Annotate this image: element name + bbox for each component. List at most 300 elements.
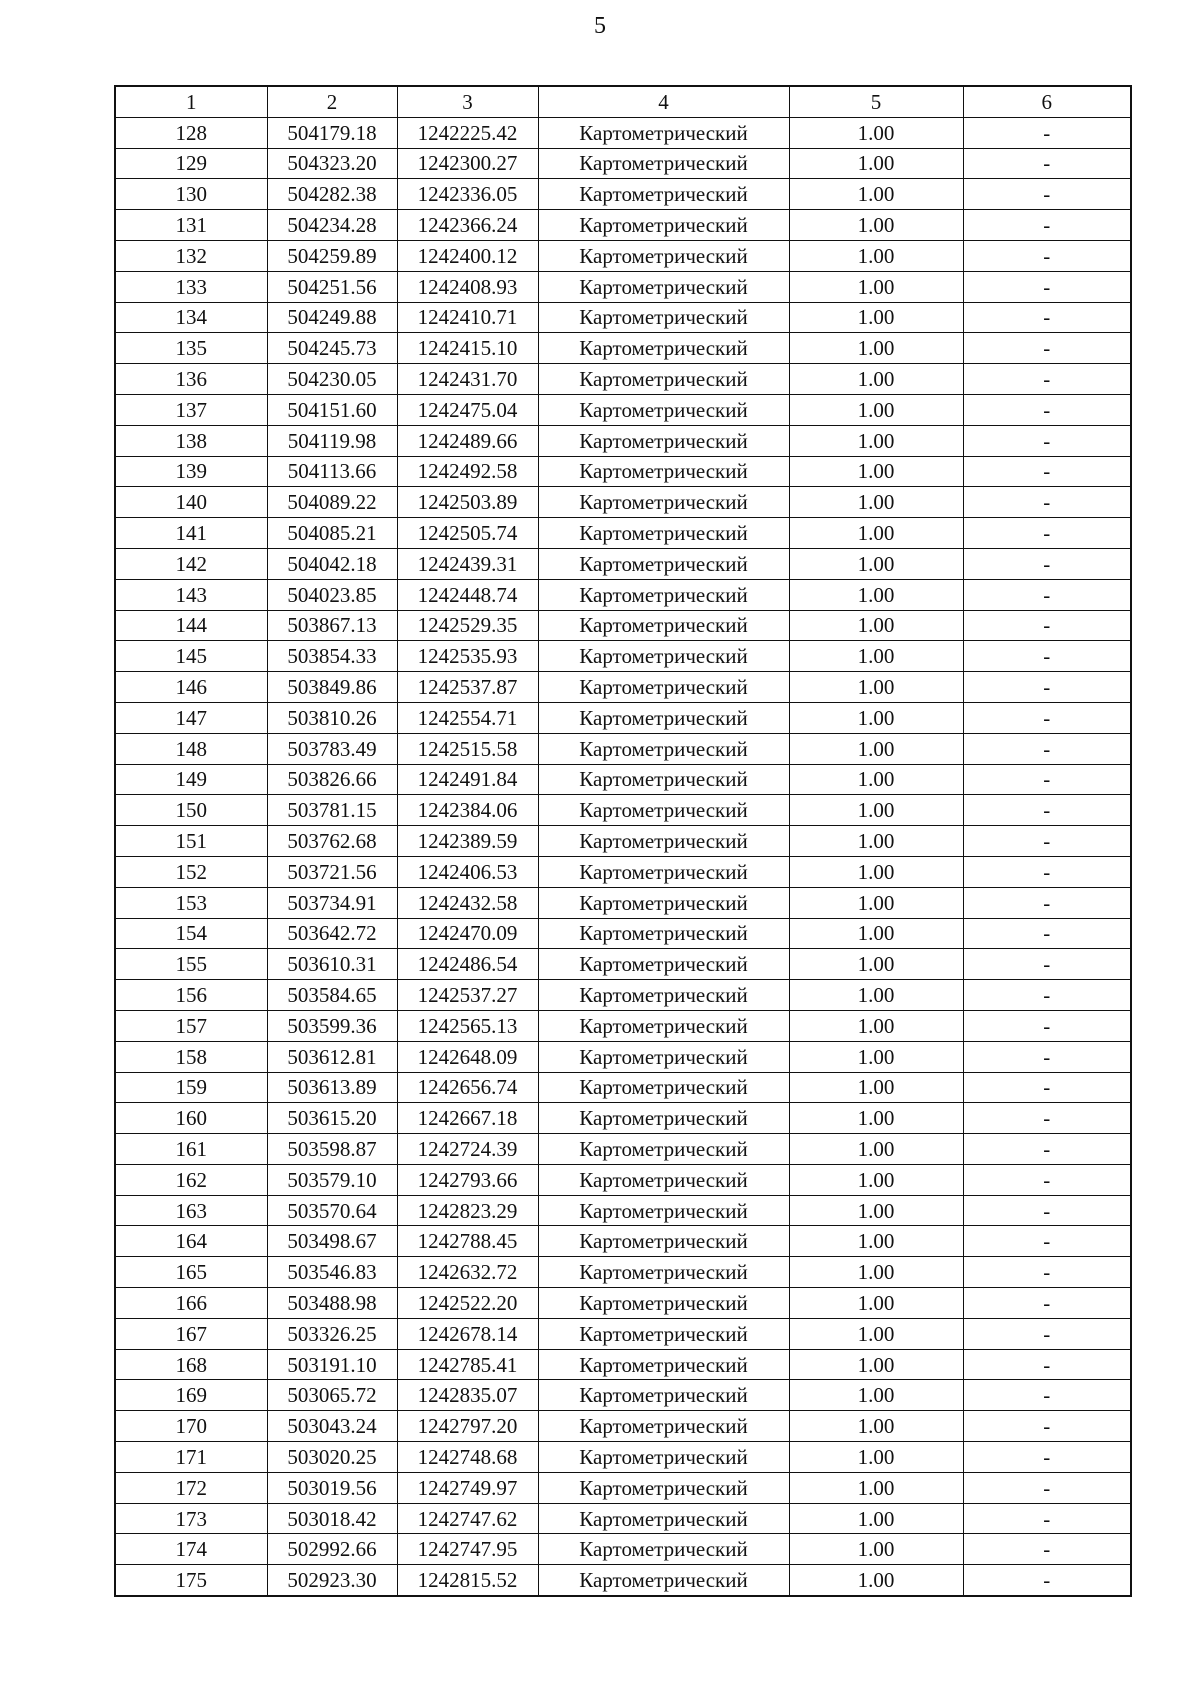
description-cell: -	[963, 702, 1131, 733]
table-row	[115, 333, 1131, 364]
x-coordinate-cell: 503191.10	[267, 1349, 397, 1380]
table-row	[115, 702, 1131, 733]
accuracy-cell: 1.00	[789, 364, 963, 395]
y-coordinate-cell: 1242565.13	[397, 1010, 538, 1041]
accuracy-cell: 1.00	[789, 1349, 963, 1380]
x-coordinate-cell: 504249.88	[267, 302, 397, 333]
description-cell: -	[963, 1041, 1131, 1072]
table-row	[115, 1318, 1131, 1349]
description-cell: -	[963, 1503, 1131, 1534]
point-number-cell: 131	[115, 210, 267, 241]
x-coordinate-cell: 503599.36	[267, 1010, 397, 1041]
x-coordinate-cell: 503570.64	[267, 1195, 397, 1226]
y-coordinate-cell: 1242489.66	[397, 425, 538, 456]
method-cell: Картометрический	[538, 456, 789, 487]
point-number-cell: 128	[115, 117, 267, 148]
method-cell: Картометрический	[538, 148, 789, 179]
table-row	[115, 1411, 1131, 1442]
accuracy-cell: 1.00	[789, 1195, 963, 1226]
x-coordinate-cell: 504179.18	[267, 117, 397, 148]
accuracy-cell: 1.00	[789, 1318, 963, 1349]
description-cell: -	[963, 148, 1131, 179]
table-row	[115, 733, 1131, 764]
description-cell: -	[963, 548, 1131, 579]
table-row	[115, 1442, 1131, 1473]
accuracy-cell: 1.00	[789, 1565, 963, 1596]
accuracy-cell: 1.00	[789, 1010, 963, 1041]
column-header-6: 6	[963, 86, 1131, 117]
accuracy-cell: 1.00	[789, 487, 963, 518]
coordinates-table	[114, 85, 1132, 1597]
method-cell: Картометрический	[538, 240, 789, 271]
table-row	[115, 1195, 1131, 1226]
table-row	[115, 179, 1131, 210]
x-coordinate-cell: 503613.89	[267, 1072, 397, 1103]
point-number-cell: 174	[115, 1534, 267, 1565]
description-cell: -	[963, 579, 1131, 610]
x-coordinate-cell: 503734.91	[267, 887, 397, 918]
y-coordinate-cell: 1242554.71	[397, 702, 538, 733]
accuracy-cell: 1.00	[789, 1288, 963, 1319]
table-row	[115, 1534, 1131, 1565]
x-coordinate-cell: 503867.13	[267, 610, 397, 641]
table-row	[115, 456, 1131, 487]
x-coordinate-cell: 503488.98	[267, 1288, 397, 1319]
description-cell: -	[963, 210, 1131, 241]
point-number-cell: 152	[115, 856, 267, 887]
accuracy-cell: 1.00	[789, 456, 963, 487]
description-cell: -	[963, 764, 1131, 795]
point-number-cell: 156	[115, 980, 267, 1011]
x-coordinate-cell: 504323.20	[267, 148, 397, 179]
table-row	[115, 579, 1131, 610]
y-coordinate-cell: 1242797.20	[397, 1411, 538, 1442]
y-coordinate-cell: 1242656.74	[397, 1072, 538, 1103]
accuracy-cell: 1.00	[789, 1134, 963, 1165]
table-row	[115, 764, 1131, 795]
point-number-cell: 171	[115, 1442, 267, 1473]
description-cell: -	[963, 117, 1131, 148]
description-cell: -	[963, 333, 1131, 364]
accuracy-cell: 1.00	[789, 1534, 963, 1565]
y-coordinate-cell: 1242788.45	[397, 1226, 538, 1257]
accuracy-cell: 1.00	[789, 117, 963, 148]
point-number-cell: 159	[115, 1072, 267, 1103]
x-coordinate-cell: 503612.81	[267, 1041, 397, 1072]
description-cell: -	[963, 1349, 1131, 1380]
accuracy-cell: 1.00	[789, 1411, 963, 1442]
y-coordinate-cell: 1242667.18	[397, 1103, 538, 1134]
accuracy-cell: 1.00	[789, 1103, 963, 1134]
method-cell: Картометрический	[538, 826, 789, 857]
description-cell: -	[963, 795, 1131, 826]
table-row	[115, 1164, 1131, 1195]
description-cell: -	[963, 1565, 1131, 1596]
point-number-cell: 129	[115, 148, 267, 179]
point-number-cell: 140	[115, 487, 267, 518]
table-row	[115, 364, 1131, 395]
table-row	[115, 887, 1131, 918]
y-coordinate-cell: 1242400.12	[397, 240, 538, 271]
method-cell: Картометрический	[538, 333, 789, 364]
accuracy-cell: 1.00	[789, 733, 963, 764]
table-row	[115, 1226, 1131, 1257]
y-coordinate-cell: 1242448.74	[397, 579, 538, 610]
table-row	[115, 1565, 1131, 1596]
accuracy-cell: 1.00	[789, 1472, 963, 1503]
method-cell: Картометрический	[538, 1195, 789, 1226]
description-cell: -	[963, 1380, 1131, 1411]
point-number-cell: 166	[115, 1288, 267, 1319]
x-coordinate-cell: 503065.72	[267, 1380, 397, 1411]
table-row	[115, 425, 1131, 456]
point-number-cell: 146	[115, 672, 267, 703]
table-row	[115, 1257, 1131, 1288]
accuracy-cell: 1.00	[789, 240, 963, 271]
y-coordinate-cell: 1242823.29	[397, 1195, 538, 1226]
y-coordinate-cell: 1242522.20	[397, 1288, 538, 1319]
method-cell: Картометрический	[538, 548, 789, 579]
accuracy-cell: 1.00	[789, 1041, 963, 1072]
description-cell: -	[963, 733, 1131, 764]
y-coordinate-cell: 1242537.27	[397, 980, 538, 1011]
y-coordinate-cell: 1242529.35	[397, 610, 538, 641]
y-coordinate-cell: 1242384.06	[397, 795, 538, 826]
method-cell: Картометрический	[538, 641, 789, 672]
accuracy-cell: 1.00	[789, 610, 963, 641]
x-coordinate-cell: 502992.66	[267, 1534, 397, 1565]
x-coordinate-cell: 503849.86	[267, 672, 397, 703]
method-cell: Картометрический	[538, 210, 789, 241]
point-number-cell: 141	[115, 518, 267, 549]
description-cell: -	[963, 826, 1131, 857]
point-number-cell: 175	[115, 1565, 267, 1596]
point-number-cell: 142	[115, 548, 267, 579]
method-cell: Картометрический	[538, 1010, 789, 1041]
x-coordinate-cell: 504234.28	[267, 210, 397, 241]
column-header-1: 1	[115, 86, 267, 117]
method-cell: Картометрический	[538, 394, 789, 425]
table-row	[115, 641, 1131, 672]
y-coordinate-cell: 1242486.54	[397, 949, 538, 980]
x-coordinate-cell: 503810.26	[267, 702, 397, 733]
description-cell: -	[963, 1472, 1131, 1503]
y-coordinate-cell: 1242475.04	[397, 394, 538, 425]
method-cell: Картометрический	[538, 764, 789, 795]
description-cell: -	[963, 1226, 1131, 1257]
point-number-cell: 173	[115, 1503, 267, 1534]
method-cell: Картометрический	[538, 795, 789, 826]
accuracy-cell: 1.00	[789, 1503, 963, 1534]
table-row	[115, 672, 1131, 703]
point-number-cell: 151	[115, 826, 267, 857]
table-row	[115, 1010, 1131, 1041]
x-coordinate-cell: 502923.30	[267, 1565, 397, 1596]
y-coordinate-cell: 1242410.71	[397, 302, 538, 333]
table-row	[115, 1380, 1131, 1411]
table-body	[115, 117, 1131, 1596]
table-row	[115, 1503, 1131, 1534]
point-number-cell: 148	[115, 733, 267, 764]
method-cell: Картометрический	[538, 1072, 789, 1103]
method-cell: Картометрический	[538, 1164, 789, 1195]
x-coordinate-cell: 503326.25	[267, 1318, 397, 1349]
description-cell: -	[963, 1442, 1131, 1473]
accuracy-cell: 1.00	[789, 394, 963, 425]
y-coordinate-cell: 1242336.05	[397, 179, 538, 210]
method-cell: Картометрический	[538, 487, 789, 518]
column-header-5: 5	[789, 86, 963, 117]
accuracy-cell: 1.00	[789, 271, 963, 302]
table-row	[115, 518, 1131, 549]
accuracy-cell: 1.00	[789, 641, 963, 672]
x-coordinate-cell: 503018.42	[267, 1503, 397, 1534]
description-cell: -	[963, 980, 1131, 1011]
method-cell: Картометрический	[538, 918, 789, 949]
description-cell: -	[963, 856, 1131, 887]
x-coordinate-cell: 503020.25	[267, 1442, 397, 1473]
x-coordinate-cell: 503584.65	[267, 980, 397, 1011]
method-cell: Картометрический	[538, 1349, 789, 1380]
accuracy-cell: 1.00	[789, 1164, 963, 1195]
y-coordinate-cell: 1242815.52	[397, 1565, 538, 1596]
y-coordinate-cell: 1242366.24	[397, 210, 538, 241]
accuracy-cell: 1.00	[789, 949, 963, 980]
x-coordinate-cell: 504113.66	[267, 456, 397, 487]
accuracy-cell: 1.00	[789, 425, 963, 456]
y-coordinate-cell: 1242678.14	[397, 1318, 538, 1349]
point-number-cell: 130	[115, 179, 267, 210]
description-cell: -	[963, 949, 1131, 980]
y-coordinate-cell: 1242515.58	[397, 733, 538, 764]
point-number-cell: 169	[115, 1380, 267, 1411]
x-coordinate-cell: 504282.38	[267, 179, 397, 210]
y-coordinate-cell: 1242491.84	[397, 764, 538, 795]
column-header-3: 3	[397, 86, 538, 117]
accuracy-cell: 1.00	[789, 1380, 963, 1411]
x-coordinate-cell: 504259.89	[267, 240, 397, 271]
table-row	[115, 826, 1131, 857]
y-coordinate-cell: 1242724.39	[397, 1134, 538, 1165]
y-coordinate-cell: 1242431.70	[397, 364, 538, 395]
method-cell: Картометрический	[538, 1534, 789, 1565]
accuracy-cell: 1.00	[789, 887, 963, 918]
method-cell: Картометрический	[538, 1503, 789, 1534]
table-row	[115, 1134, 1131, 1165]
accuracy-cell: 1.00	[789, 302, 963, 333]
x-coordinate-cell: 504042.18	[267, 548, 397, 579]
point-number-cell: 170	[115, 1411, 267, 1442]
method-cell: Картометрический	[538, 702, 789, 733]
x-coordinate-cell: 503498.67	[267, 1226, 397, 1257]
accuracy-cell: 1.00	[789, 856, 963, 887]
y-coordinate-cell: 1242225.42	[397, 117, 538, 148]
x-coordinate-cell: 503615.20	[267, 1103, 397, 1134]
x-coordinate-cell: 503762.68	[267, 826, 397, 857]
description-cell: -	[963, 1318, 1131, 1349]
x-coordinate-cell: 504251.56	[267, 271, 397, 302]
accuracy-cell: 1.00	[789, 702, 963, 733]
point-number-cell: 147	[115, 702, 267, 733]
table-row	[115, 1072, 1131, 1103]
accuracy-cell: 1.00	[789, 1226, 963, 1257]
point-number-cell: 136	[115, 364, 267, 395]
description-cell: -	[963, 364, 1131, 395]
description-cell: -	[963, 179, 1131, 210]
description-cell: -	[963, 1257, 1131, 1288]
method-cell: Картометрический	[538, 887, 789, 918]
method-cell: Картометрический	[538, 1041, 789, 1072]
x-coordinate-cell: 504151.60	[267, 394, 397, 425]
x-coordinate-cell: 503826.66	[267, 764, 397, 795]
x-coordinate-cell: 503043.24	[267, 1411, 397, 1442]
point-number-cell: 139	[115, 456, 267, 487]
x-coordinate-cell: 504085.21	[267, 518, 397, 549]
description-cell: -	[963, 456, 1131, 487]
y-coordinate-cell: 1242537.87	[397, 672, 538, 703]
point-number-cell: 164	[115, 1226, 267, 1257]
description-cell: -	[963, 1288, 1131, 1319]
description-cell: -	[963, 1195, 1131, 1226]
point-number-cell: 150	[115, 795, 267, 826]
table-row	[115, 148, 1131, 179]
y-coordinate-cell: 1242793.66	[397, 1164, 538, 1195]
point-number-cell: 161	[115, 1134, 267, 1165]
point-number-cell: 160	[115, 1103, 267, 1134]
point-number-cell: 145	[115, 641, 267, 672]
point-number-cell: 157	[115, 1010, 267, 1041]
method-cell: Картометрический	[538, 579, 789, 610]
accuracy-cell: 1.00	[789, 579, 963, 610]
table-row	[115, 117, 1131, 148]
point-number-cell: 135	[115, 333, 267, 364]
point-number-cell: 162	[115, 1164, 267, 1195]
table-row	[115, 1472, 1131, 1503]
point-number-cell: 133	[115, 271, 267, 302]
table-row	[115, 1103, 1131, 1134]
table-row	[115, 302, 1131, 333]
point-number-cell: 165	[115, 1257, 267, 1288]
description-cell: -	[963, 394, 1131, 425]
x-coordinate-cell: 503598.87	[267, 1134, 397, 1165]
y-coordinate-cell: 1242535.93	[397, 641, 538, 672]
y-coordinate-cell: 1242648.09	[397, 1041, 538, 1072]
x-coordinate-cell: 504245.73	[267, 333, 397, 364]
accuracy-cell: 1.00	[789, 672, 963, 703]
y-coordinate-cell: 1242835.07	[397, 1380, 538, 1411]
description-cell: -	[963, 672, 1131, 703]
x-coordinate-cell: 503781.15	[267, 795, 397, 826]
point-number-cell: 168	[115, 1349, 267, 1380]
point-number-cell: 143	[115, 579, 267, 610]
description-cell: -	[963, 240, 1131, 271]
description-cell: -	[963, 610, 1131, 641]
description-cell: -	[963, 425, 1131, 456]
description-cell: -	[963, 302, 1131, 333]
method-cell: Картометрический	[538, 1472, 789, 1503]
accuracy-cell: 1.00	[789, 764, 963, 795]
table-row	[115, 610, 1131, 641]
page-number: 5	[594, 13, 606, 39]
method-cell: Картометрический	[538, 1134, 789, 1165]
method-cell: Картометрический	[538, 1288, 789, 1319]
point-number-cell: 132	[115, 240, 267, 271]
x-coordinate-cell: 503579.10	[267, 1164, 397, 1195]
accuracy-cell: 1.00	[789, 1072, 963, 1103]
x-coordinate-cell: 504089.22	[267, 487, 397, 518]
description-cell: -	[963, 487, 1131, 518]
description-cell: -	[963, 1411, 1131, 1442]
y-coordinate-cell: 1242785.41	[397, 1349, 538, 1380]
y-coordinate-cell: 1242439.31	[397, 548, 538, 579]
column-header-4: 4	[538, 86, 789, 117]
y-coordinate-cell: 1242415.10	[397, 333, 538, 364]
method-cell: Картометрический	[538, 364, 789, 395]
method-cell: Картометрический	[538, 733, 789, 764]
x-coordinate-cell: 504119.98	[267, 425, 397, 456]
x-coordinate-cell: 503642.72	[267, 918, 397, 949]
x-coordinate-cell: 503783.49	[267, 733, 397, 764]
column-header-2: 2	[267, 86, 397, 117]
x-coordinate-cell: 503546.83	[267, 1257, 397, 1288]
accuracy-cell: 1.00	[789, 333, 963, 364]
y-coordinate-cell: 1242432.58	[397, 887, 538, 918]
y-coordinate-cell: 1242749.97	[397, 1472, 538, 1503]
description-cell: -	[963, 641, 1131, 672]
table-header	[115, 86, 1131, 117]
method-cell: Картометрический	[538, 1411, 789, 1442]
method-cell: Картометрический	[538, 672, 789, 703]
method-cell: Картометрический	[538, 949, 789, 980]
y-coordinate-cell: 1242492.58	[397, 456, 538, 487]
accuracy-cell: 1.00	[789, 1442, 963, 1473]
accuracy-cell: 1.00	[789, 980, 963, 1011]
accuracy-cell: 1.00	[789, 518, 963, 549]
x-coordinate-cell: 503721.56	[267, 856, 397, 887]
table-row	[115, 980, 1131, 1011]
accuracy-cell: 1.00	[789, 179, 963, 210]
table-row	[115, 1288, 1131, 1319]
x-coordinate-cell: 503019.56	[267, 1472, 397, 1503]
accuracy-cell: 1.00	[789, 795, 963, 826]
point-number-cell: 154	[115, 918, 267, 949]
point-number-cell: 172	[115, 1472, 267, 1503]
method-cell: Картометрический	[538, 1380, 789, 1411]
point-number-cell: 155	[115, 949, 267, 980]
description-cell: -	[963, 271, 1131, 302]
description-cell: -	[963, 1072, 1131, 1103]
table-row	[115, 487, 1131, 518]
table-row	[115, 856, 1131, 887]
table-row	[115, 271, 1131, 302]
accuracy-cell: 1.00	[789, 548, 963, 579]
description-cell: -	[963, 1134, 1131, 1165]
method-cell: Картометрический	[538, 1442, 789, 1473]
method-cell: Картометрический	[538, 518, 789, 549]
table-row	[115, 394, 1131, 425]
method-cell: Картометрический	[538, 117, 789, 148]
point-number-cell: 167	[115, 1318, 267, 1349]
description-cell: -	[963, 918, 1131, 949]
point-number-cell: 153	[115, 887, 267, 918]
header-row	[115, 86, 1131, 117]
description-cell: -	[963, 1103, 1131, 1134]
method-cell: Картометрический	[538, 425, 789, 456]
accuracy-cell: 1.00	[789, 210, 963, 241]
table-row	[115, 949, 1131, 980]
description-cell: -	[963, 518, 1131, 549]
method-cell: Картометрический	[538, 1257, 789, 1288]
